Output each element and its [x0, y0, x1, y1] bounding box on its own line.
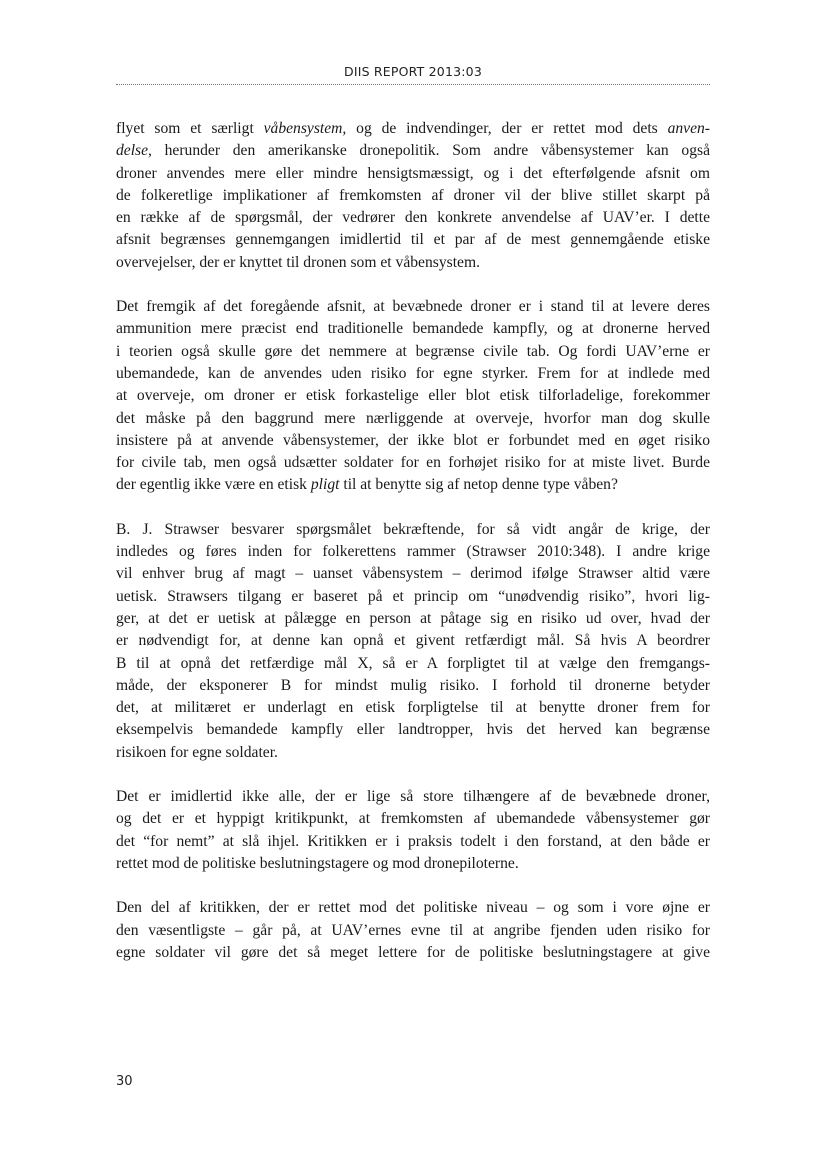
- text-line: [116, 185, 710, 207]
- text-line: [116, 140, 710, 162]
- text-line: [116, 563, 710, 585]
- text-line: [116, 675, 710, 697]
- text-line: [116, 474, 710, 496]
- text-line: [116, 252, 710, 274]
- text-run: det “for nemt” at slå ihjel. Kritikken er i praksis todelt i den forstand, at den både er: [116, 832, 710, 850]
- text-run: måde, der eksponerer B for mindst mulig risiko. I forhold til dronerne betyder: [116, 676, 710, 694]
- text-run: de folkeretlige implikationer af fremkomsten af droner vil der blive stillet skarpt på: [116, 186, 710, 204]
- text-run: rettet mod de politiske beslutningstagere og mod dronepiloterne.: [116, 854, 519, 872]
- text-line: [116, 519, 710, 541]
- text-run: der egentlig ikke være en etisk: [116, 476, 311, 494]
- text-line: [116, 719, 710, 741]
- text-run: flyet som et særligt: [116, 120, 264, 137]
- text-line: [116, 207, 710, 229]
- text-run: vil enhver brug af magt – uanset våbensystem – derimod ifølge Strawser altid være: [116, 565, 710, 583]
- body-text: [116, 118, 710, 986]
- text-line: [116, 742, 710, 764]
- text-run: den væsentligste – går på, at UAV’ernes evne til at angribe fjenden uden risiko for: [116, 921, 710, 939]
- text-run: insistere på at anvende våbensystemer, der ikke blot er forbundet med en øget risiko: [116, 431, 710, 449]
- text-run: indledes og føres inden for folkerettens rammer (Strawser 2010:348). I andre krige: [116, 543, 710, 561]
- text-line: [116, 363, 710, 385]
- text-run: en række af de spørgsmål, der vedrører den konkrete anvendelse af UAV’er. I dette: [116, 209, 710, 227]
- text-run: , herunder den amerikanske dronepolitik. Som andre våbensystemer kan også: [148, 142, 710, 160]
- running-header: DIIS REPORT 2013:03: [344, 64, 482, 79]
- page-number: 30: [116, 1074, 133, 1089]
- text-run: det måske på den baggrund mere nærliggende at overveje, hvorfor man dog skulle: [116, 409, 710, 427]
- paragraph: [116, 519, 710, 764]
- text-line: [116, 697, 710, 719]
- text-run: egne soldater vil gøre det så meget lettere for de politiske beslutningstagere at give: [116, 943, 710, 961]
- text-run: Det fremgik af det foregående afsnit, at bevæbnede droner er i stand til at levere deres: [116, 298, 710, 316]
- italic-text: våbensystem,: [263, 120, 347, 137]
- italic-text: delse: [116, 142, 149, 160]
- text-run: eksempelvis bemandede kampfly eller landtropper, hvis det herved kan begrænse: [116, 721, 710, 739]
- text-run: Det er imidlertid ikke alle, der er lige så store tilhængere af de bevæbnede droner,: [116, 788, 710, 806]
- text-run: B til at opnå det retfærdige mål X, så er A forpligtet til at vælge den fremgangs-: [116, 654, 710, 672]
- paragraph: [116, 296, 710, 497]
- text-run: og det er et hyppigt kritikpunkt, at fremkomsten af ubemandede våbensystemer gør: [116, 810, 710, 828]
- text-line: [116, 118, 710, 140]
- text-run: for civile tab, men også udsætter soldater for en forhøjet risiko for at miste livet. Burde: [116, 454, 710, 472]
- text-line: [116, 920, 710, 942]
- text-run: ubemandede, kan de anvendes uden risiko for egne styrker. Frem for at indlede med: [116, 364, 710, 382]
- text-run: ger, at det er uetisk at pålægge en person at påtage sig en risiko ud over, hvad der: [116, 609, 710, 627]
- text-line: [116, 786, 710, 808]
- text-run: er nødvendigt for, at denne kan opnå et givent retfærdigt mål. Så hvis A beordrer: [116, 632, 710, 650]
- text-line: [116, 630, 710, 652]
- text-run: uetisk. Strawsers tilgang er baseret på et princip om “unødvendig risiko”, hvori lig-: [116, 587, 710, 605]
- italic-text: pligt: [310, 476, 340, 494]
- paragraph: [116, 118, 710, 274]
- text-run: og de indvendinger, der er rettet mod dets: [346, 120, 668, 137]
- text-line: [116, 341, 710, 363]
- text-line: [116, 229, 710, 251]
- text-run: overvejelser, der er knyttet til dronen som et våbensystem.: [116, 253, 480, 271]
- text-run: det, at militæret er underlagt en etisk forpligtelse til at benytte droner frem for: [116, 699, 710, 717]
- text-line: [116, 408, 710, 430]
- text-line: [116, 163, 710, 185]
- text-run: risikoen for egne soldater.: [116, 743, 278, 761]
- text-line: [116, 653, 710, 675]
- text-line: [116, 942, 710, 964]
- text-line: [116, 586, 710, 608]
- text-line: [116, 831, 710, 853]
- header-divider: [116, 84, 710, 85]
- text-line: [116, 808, 710, 830]
- text-line: [116, 318, 710, 340]
- text-run: i teorien også skulle gøre det nemmere at begrænse civile tab. Og fordi UAV’erne er: [116, 342, 710, 360]
- text-run: at overveje, om droner er etisk forkastelige eller blot etisk tilforladelige, forekommer: [116, 387, 710, 405]
- text-line: [116, 897, 710, 919]
- text-line: [116, 296, 710, 318]
- text-run: til at benytte sig af netop denne type våben?: [339, 476, 618, 494]
- text-run: afsnit begrænses gennemgangen imidlertid til et par af de mest gennemgående etiske: [116, 231, 710, 249]
- italic-text: anven-: [667, 120, 710, 137]
- text-line: [116, 608, 710, 630]
- text-run: ammunition mere præcist end traditionelle bemandede kampfly, og at dronerne herved: [116, 320, 710, 338]
- text-line: [116, 452, 710, 474]
- text-run: Den del af kritikken, der er rettet mod det politiske niveau – og som i vore øjne er: [116, 899, 710, 917]
- text-line: [116, 385, 710, 407]
- paragraph: [116, 897, 710, 964]
- paragraph: [116, 786, 710, 875]
- text-line: [116, 541, 710, 563]
- text-line: [116, 430, 710, 452]
- text-run: B. J. Strawser besvarer spørgsmålet bekræftende, for så vidt angår de krige, der: [116, 520, 710, 538]
- text-line: [116, 853, 710, 875]
- text-run: droner anvendes mere eller mindre hensigtsmæssigt, og i det efterfølgende afsnit om: [116, 164, 710, 182]
